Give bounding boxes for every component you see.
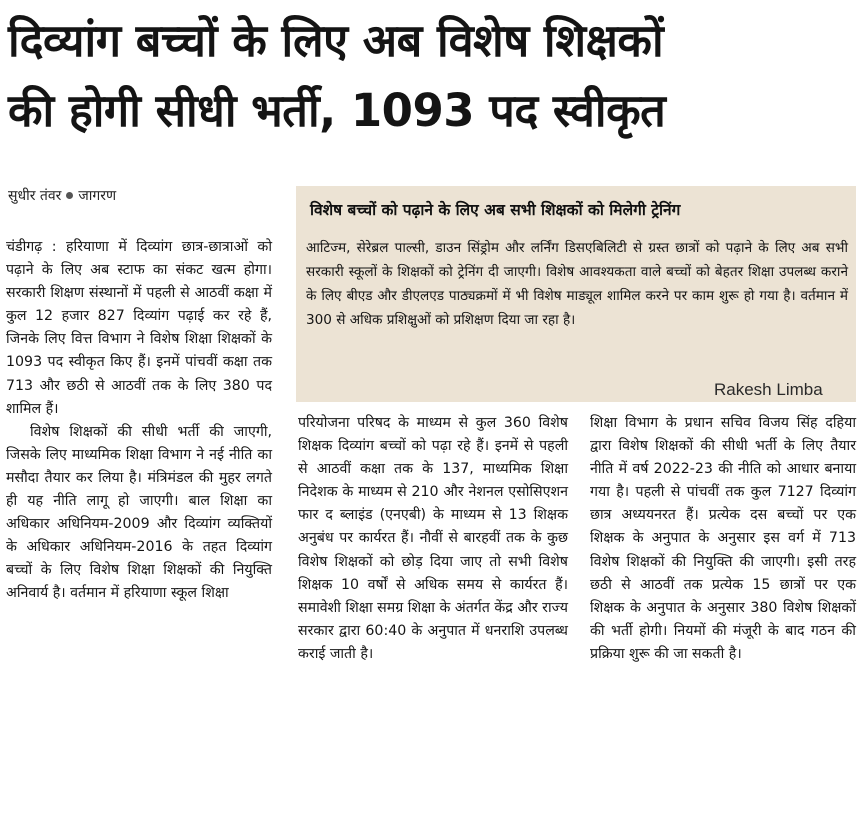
headline-line-1: दिव्यांग बच्चों के लिए अब विशेष शिक्षकों	[8, 14, 664, 67]
article-column-3	[590, 412, 856, 666]
article-paragraph: विशेष शिक्षकों की सीधी भर्ती की जाएगी, जिसके लिए माध्यमिक शिक्षा विभाग ने नई नीति का मसौदा तैयार कर लिया है। मंत्रिमंडल की मुहर लगते ही यह नीति लागू हो जाएगी। बाल शिक्षा का अधिकार अधिनियम-2009 और दिव्यांग व्यक्तियों के अधिकार अधिनियम-2016 के तहत दिव्यांग बच्चों के लिए विशेष शिक्षा शिक्षकों की नियुक्ति अनिवार्य है। वर्तमान में हरियाणा स्कूल शिक्षा	[6, 423, 272, 602]
sidebox-text: आटिज्म, सेरेब्रल पाल्सी, डाउन सिंड्रोम और लर्निंग डिसएबिलिटी से ग्रस्त छात्रों को पढ़ाने के लिए अब सभी सरकारी स्कूलों के शिक्षकों को ट्रेनिंग दी जाएगी। विशेष आवश्यकता वाले बच्चों को बेहतर शिक्षा उपलब्ध कराने के लिए बीएड और डीएलएड पाठ्यक्रमों में भी विशेष माड्यूल शामिल करने पर काम शुरू हो गया है। वर्तमान में 300 से अधिक प्रशिक्षुओं को प्रशिक्षण दिया जा रहा है।	[306, 240, 848, 328]
article-column-1	[6, 236, 272, 606]
headline	[8, 6, 856, 146]
headline-line-2: की होगी सीधी भर्ती, 1093 पद स्वीकृत	[8, 84, 666, 137]
sidebox-title: विशेष बच्चों को पढ़ाने के लिए अब सभी शिक्षकों को मिलेगी ट्रेनिंग	[310, 201, 681, 219]
byline-source: जागरण	[78, 188, 117, 204]
article-paragraph: परियोजना परिषद के माध्यम से कुल 360 विशेष शिक्षक दिव्यांग बच्चों को पढ़ा रहे हैं। इनमें से पहली से आठवीं कक्षा तक के 137, माध्यमिक शिक्षा निदेशक के माध्यम से 210 और नेशनल एसोसिएशन फार द ब्लाइंड (एनएबी) के माध्यम से 13 शिक्षक अनुबंध पर कार्यरत हैं। नौवीं से बारहवीं तक के कुछ विशेष शिक्षकों को छोड़ दिया जाए तो सभी विशेष शिक्षक 10 वर्षों से अधिक समय से कार्यरत हैं। समावेशी शिक्षा समग्र शिक्षा के अंतर्गत केंद्र और राज्य सरकार द्वारा 60:40 के अनुपात में धनराशि उपलब्ध कराई जाती है।	[298, 415, 568, 662]
article-column-2	[298, 412, 568, 666]
article-paragraph: चंडीगढ़ : हरियाणा में दिव्यांग छात्र-छात्राओं को पढ़ाने के लिए अब स्टाफ का संकट खत्म होगा। सरकारी शिक्षण संस्थानों में पहली से आठवीं कक्षा में कुल 12 हजार 827 दिव्यांग पढ़ाई कर रहे हैं, जिनके लिए वित्त विभाग ने विशेष शिक्षा शिक्षकों के 1093 पद स्वीकृत किए हैं। इनमें पांचवीं कक्षा तक 713 और छठी से आठवीं तक के लिए 380 पद शामिल हैं।	[6, 239, 272, 417]
byline-author: सुधीर तंवर	[8, 188, 62, 204]
watermark: Rakesh Limba	[714, 380, 823, 399]
sidebox	[296, 186, 856, 402]
byline	[8, 186, 116, 205]
article-paragraph: शिक्षा विभाग के प्रधान सचिव विजय सिंह दहिया द्वारा विशेष शिक्षकों की सीधी भर्ती के लिए तैयार नीति में वर्ष 2022-23 की नीति को आधार बनाया गया है। पहली से पांचवीं तक कुल 7127 दिव्यांग छात्र अध्ययनरत हैं। प्रत्येक दस बच्चों पर एक शिक्षक के अनुपात के अनुसार इस वर्ग में 713 विशेष शिक्षकों की नियुक्ति की जाएगी। इसी तरह छठी से आठवीं तक प्रत्येक 15 छात्रों पर एक शिक्षक के अनुपात के अनुसार 380 विशेष शिक्षकों की भर्ती होगी। नियमों की मंजूरी के बाद गठन की प्रक्रिया शुरू की जा सकती है।	[590, 415, 856, 662]
bullet-dot-icon	[66, 192, 73, 199]
